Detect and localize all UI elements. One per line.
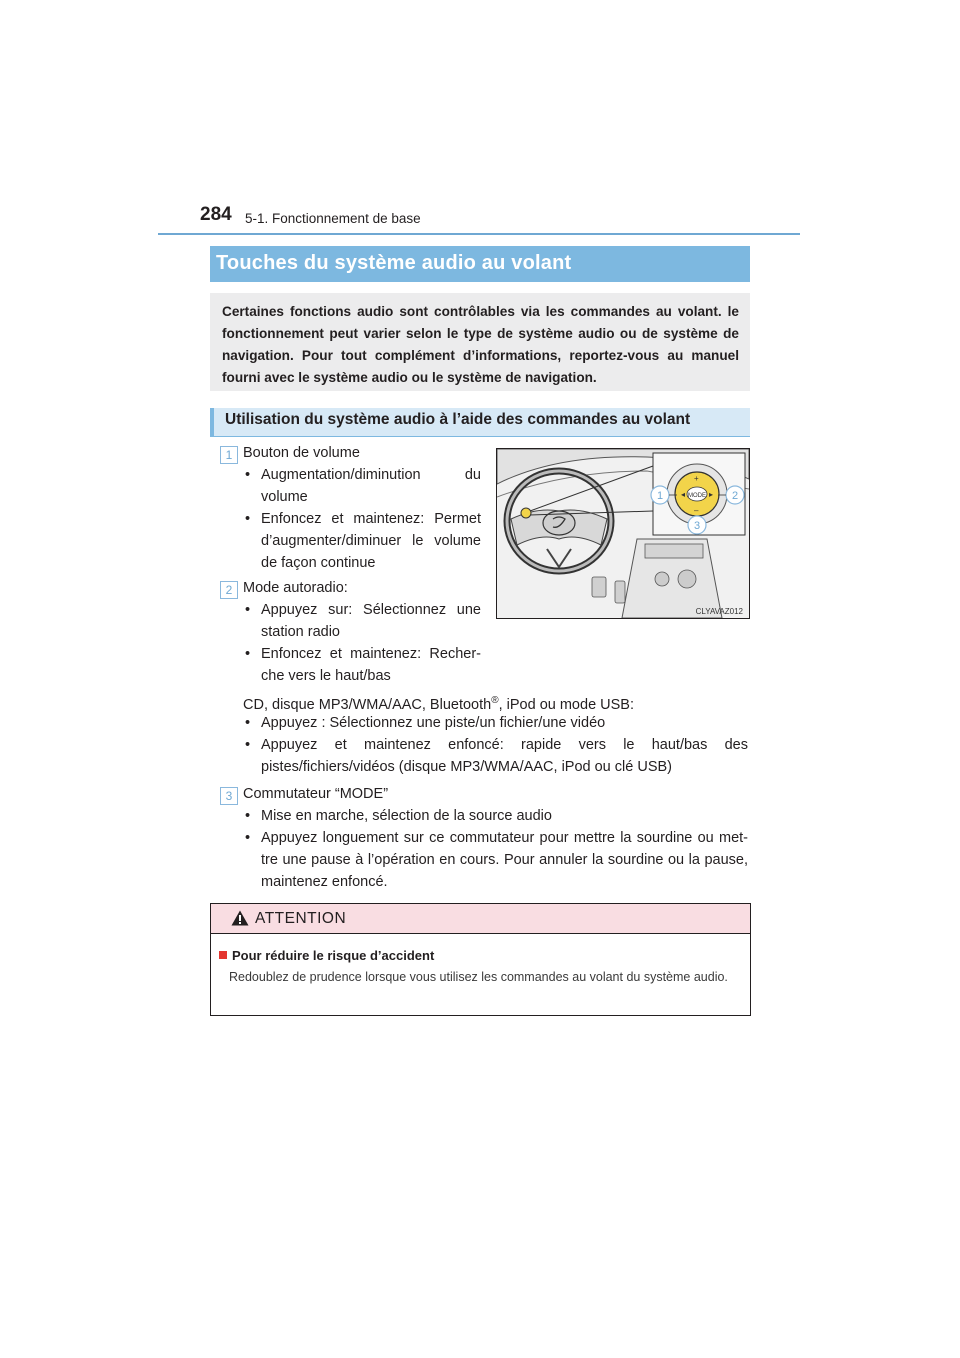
mode-switch-label: MODE	[688, 493, 706, 499]
bullet-item: • Appuyez longuement sur ce commutateur pour mettre la sourdine ou met-tre une pause à l’opération en cours. Pour annuler la sourdine ou la pause, maintenez enfoncé.	[243, 827, 748, 893]
registered-mark: ®	[491, 695, 499, 706]
attention-header	[211, 904, 750, 934]
item-2-title: Mode autoradio:	[243, 580, 348, 596]
callout-1: 1	[656, 490, 664, 502]
steering-wheel-figure	[496, 448, 750, 619]
attention-subheading-text: Pour réduire le risque d’accident	[232, 948, 435, 963]
attention-subheading	[219, 948, 434, 963]
item-3-title: Commutateur “MODE”	[243, 786, 389, 802]
item-1-title: Bouton de volume	[243, 445, 360, 461]
section-title: Touches du système audio au volant	[210, 246, 750, 282]
svg-text:–: –	[694, 506, 699, 515]
subsection-rule	[210, 436, 750, 437]
svg-text:▸: ▸	[709, 490, 714, 499]
bullet-item: • Enfoncez et maintenez: Permet d’augmenter/diminuer le volume de façon continue	[243, 508, 481, 574]
page-number: 284	[200, 204, 232, 225]
attention-title: ATTENTION	[255, 910, 347, 927]
header-divider	[158, 233, 800, 235]
bullet-item: • Augmentation/diminution du volume	[243, 464, 481, 508]
item-2-cd-bullets	[243, 712, 748, 778]
bullet-item: • Appuyez et maintenez enfoncé: rapide vers le haut/bas des pistes/fichiers/vidéos (disque MP3/WMA/AAC, iPod ou clé USB)	[243, 734, 748, 778]
bullet-item: • Appuyez sur: Sélectionnez une station radio	[243, 599, 481, 643]
chapter-title: 5-1. Fonctionnement de base	[245, 211, 421, 226]
marker-3: 3	[220, 787, 238, 805]
attention-body: Redoublez de prudence lorsque vous utilisez les commandes au volant du système audio.	[229, 970, 728, 984]
item-1-bullets	[243, 464, 481, 574]
red-square-icon	[219, 951, 227, 959]
bullet-item: • Mise en marche, sélection de la source audio	[243, 805, 748, 827]
subsection-heading: Utilisation du système audio à l’aide des commandes au volant	[210, 408, 750, 436]
intro-box	[210, 293, 750, 391]
cd-line-text: CD, disque MP3/WMA/AAC, Bluetooth	[243, 696, 492, 713]
figure-code: CLYAVAZ012	[695, 607, 743, 616]
marker-1: 1	[220, 446, 238, 464]
callout-3: 3	[693, 520, 701, 532]
attention-box	[210, 903, 751, 1016]
marker-2: 2	[220, 581, 238, 599]
svg-text:◂: ◂	[681, 490, 686, 499]
warning-triangle-icon	[231, 910, 249, 926]
bullet-item: • Enfoncez et maintenez: Recher-che vers le haut/bas	[243, 643, 481, 687]
bullet-item: • Appuyez : Sélectionnez une piste/un fichier/une vidéo	[243, 712, 748, 734]
item-3-bullets	[243, 805, 748, 893]
dashboard-illustration	[497, 449, 749, 618]
svg-text:+: +	[694, 474, 699, 483]
cd-line-text-end: , iPod ou mode USB:	[498, 696, 635, 713]
item-2-bullets	[243, 599, 481, 687]
intro-text: Certaines fonctions audio sont contrôlables via les commandes au volant. le fonctionnement peut varier selon le type de système audio ou de système de navigation. Pour tout complément d’informations, reportez-vous au manuel fourni avec le système audio ou le système de navigation.	[222, 304, 739, 385]
callout-2: 2	[731, 490, 739, 502]
